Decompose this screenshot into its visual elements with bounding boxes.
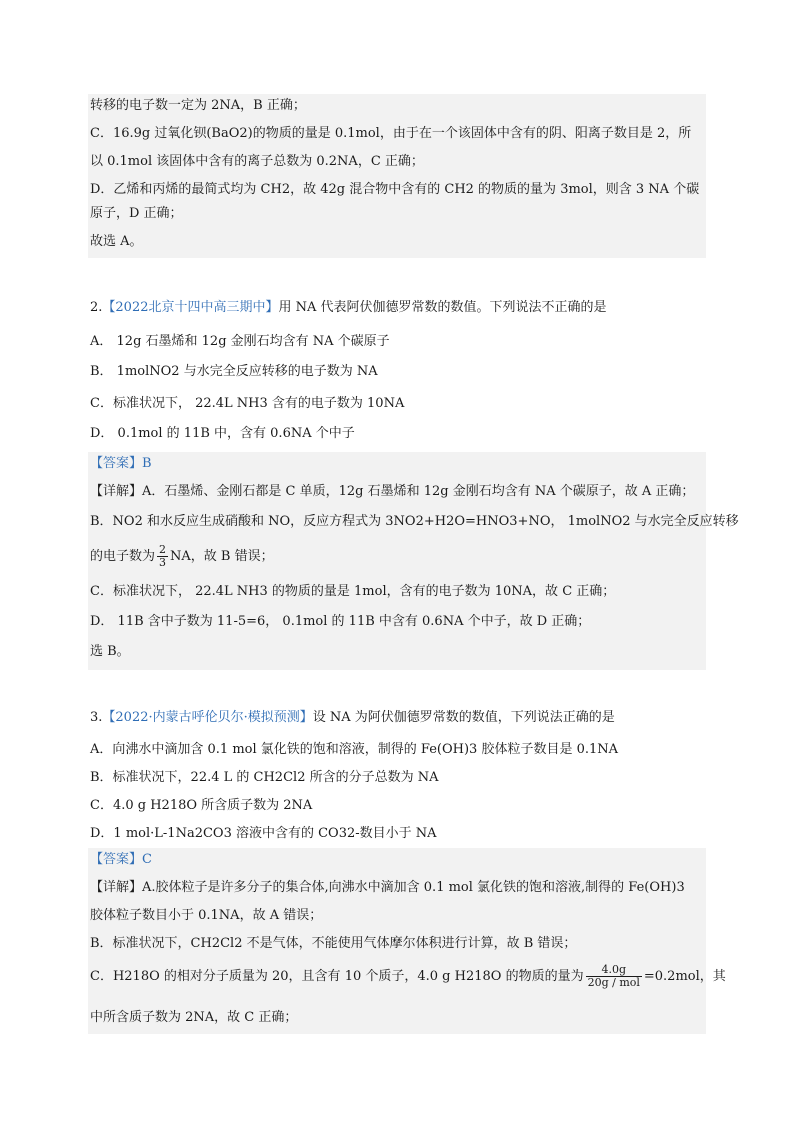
explanation-line: 胶体粒子数目小于 0.1NA，故 A 错误； (90, 908, 323, 923)
explanation-line: C．标准状况下， 22.4L NH3 的物质的量是 1mol，含有的电子数为 10NA，故 C 正确； (90, 584, 616, 599)
fraction-denominator: 20g / mol (587, 976, 640, 989)
fraction-numerator: 2 (159, 543, 167, 556)
explanation-line: D． 11B 含中子数为 11-5=6， 0.1mol 的 11B 中含有 0.6NA 个中子，故 D 正确； (90, 614, 591, 629)
explanation-line: 转移的电子数一定为 2NA，B 正确； (90, 98, 306, 113)
option-a: A． 12g 石墨烯和 12g 金刚石均含有 NA 个碳原子 (90, 334, 390, 349)
explanation-line: 以 0.1mol 该固体中含有的离子总数为 0.2NA，C 正确； (90, 154, 424, 169)
option-d: D．1 mol·L-1Na2CO3 溶液中含有的 CO32-数目小于 NA (90, 826, 437, 841)
explanation-line: 【详解】A.胶体粒子是许多分子的集合体,向沸水中滴加含 0.1 mol 氯化铁的饱和溶液,制得的 Fe(OH)3 (90, 880, 685, 895)
explanation-line: D．乙烯和丙烯的最简式均为 CH2，故 42g 混合物中含有的 CH2 的物质的量为 3mol，则含 3 NA 个碳 (90, 182, 700, 197)
option-b: B．标准状况下，22.4 L 的 CH2Cl2 所含的分子总数为 NA (90, 770, 439, 785)
question-source: 【2022·内蒙古呼伦贝尔·模拟预测】 (102, 710, 313, 725)
fraction (586, 964, 642, 989)
explanation-line: B．标准状况下，CH2Cl2 不是气体，不能使用气体摩尔体积进行计算，故 B 错误； (90, 936, 577, 951)
fraction-numerator: 4.0g (586, 964, 642, 977)
answer-label: 【答案】B (90, 456, 152, 471)
question-number: 2. (90, 300, 103, 315)
question-source: 【2022北京十四中高三期中】 (102, 300, 279, 315)
explanation-text: C．H218O 的相对分子质量为 20，且含有 10 个质子，4.0 g H218O 的物质的量为 (90, 969, 584, 984)
fraction (157, 544, 168, 569)
explanation-line: 【详解】A．石墨烯、金刚石都是 C 单质，12g 石墨烯和 12g 金刚石均含有 NA 个碳原子，故 A 正确； (90, 484, 695, 499)
explanation-line: 中所含质子数为 2NA，故 C 正确； (90, 1010, 298, 1025)
explanation-box-1 (88, 94, 706, 258)
question-text: 用 NA 代表阿伏伽德罗常数的数值。下列说法不正确的是 (278, 300, 607, 315)
explanation-text: 的电子数为 (90, 549, 156, 564)
explanation-line: 原子，D 正确； (90, 206, 183, 221)
explanation-text: =0.2mol，其 (643, 969, 726, 984)
option-d: D． 0.1mol 的 11B 中，含有 0.6NA 个中子 (90, 426, 355, 441)
question-2-stem (90, 298, 607, 318)
question-number: 3. (90, 710, 103, 725)
option-c: C．4.0 g H218O 所含质子数为 2NA (90, 798, 313, 813)
explanation-line: 故选 A。 (90, 234, 143, 249)
option-c: C．标准状况下， 22.4L NH3 含有的电子数为 10NA (90, 396, 405, 411)
fraction-denominator: 3 (159, 556, 167, 569)
explanation-line: B．NO2 和水反应生成硝酸和 NO，反应方程式为 3NO2+H2O=HNO3+NO， 1molNO2 与水完全反应转移 (90, 514, 739, 529)
explanation-line: 选 B。 (90, 644, 130, 659)
explanation-line-fraction (90, 964, 726, 989)
option-b: B． 1molNO2 与水完全反应转移的电子数为 NA (90, 364, 378, 379)
explanation-text: NA，故 B 错误； (170, 549, 274, 564)
option-a: A．向沸水中滴加含 0.1 mol 氯化铁的饱和溶液，制得的 Fe(OH)3 胶体粒子数目是 0.1NA (90, 742, 619, 757)
question-3-stem (90, 708, 615, 728)
answer-label: 【答案】C (90, 852, 152, 867)
explanation-line-fraction (90, 544, 274, 569)
question-text: 设 NA 为阿伏伽德罗常数的数值，下列说法正确的是 (312, 710, 615, 725)
explanation-line: C．16.9g 过氧化钡(BaO2)的物质的量是 0.1mol，由于在一个该固体中含有的阴、阳离子数目是 2，所 (90, 126, 692, 141)
